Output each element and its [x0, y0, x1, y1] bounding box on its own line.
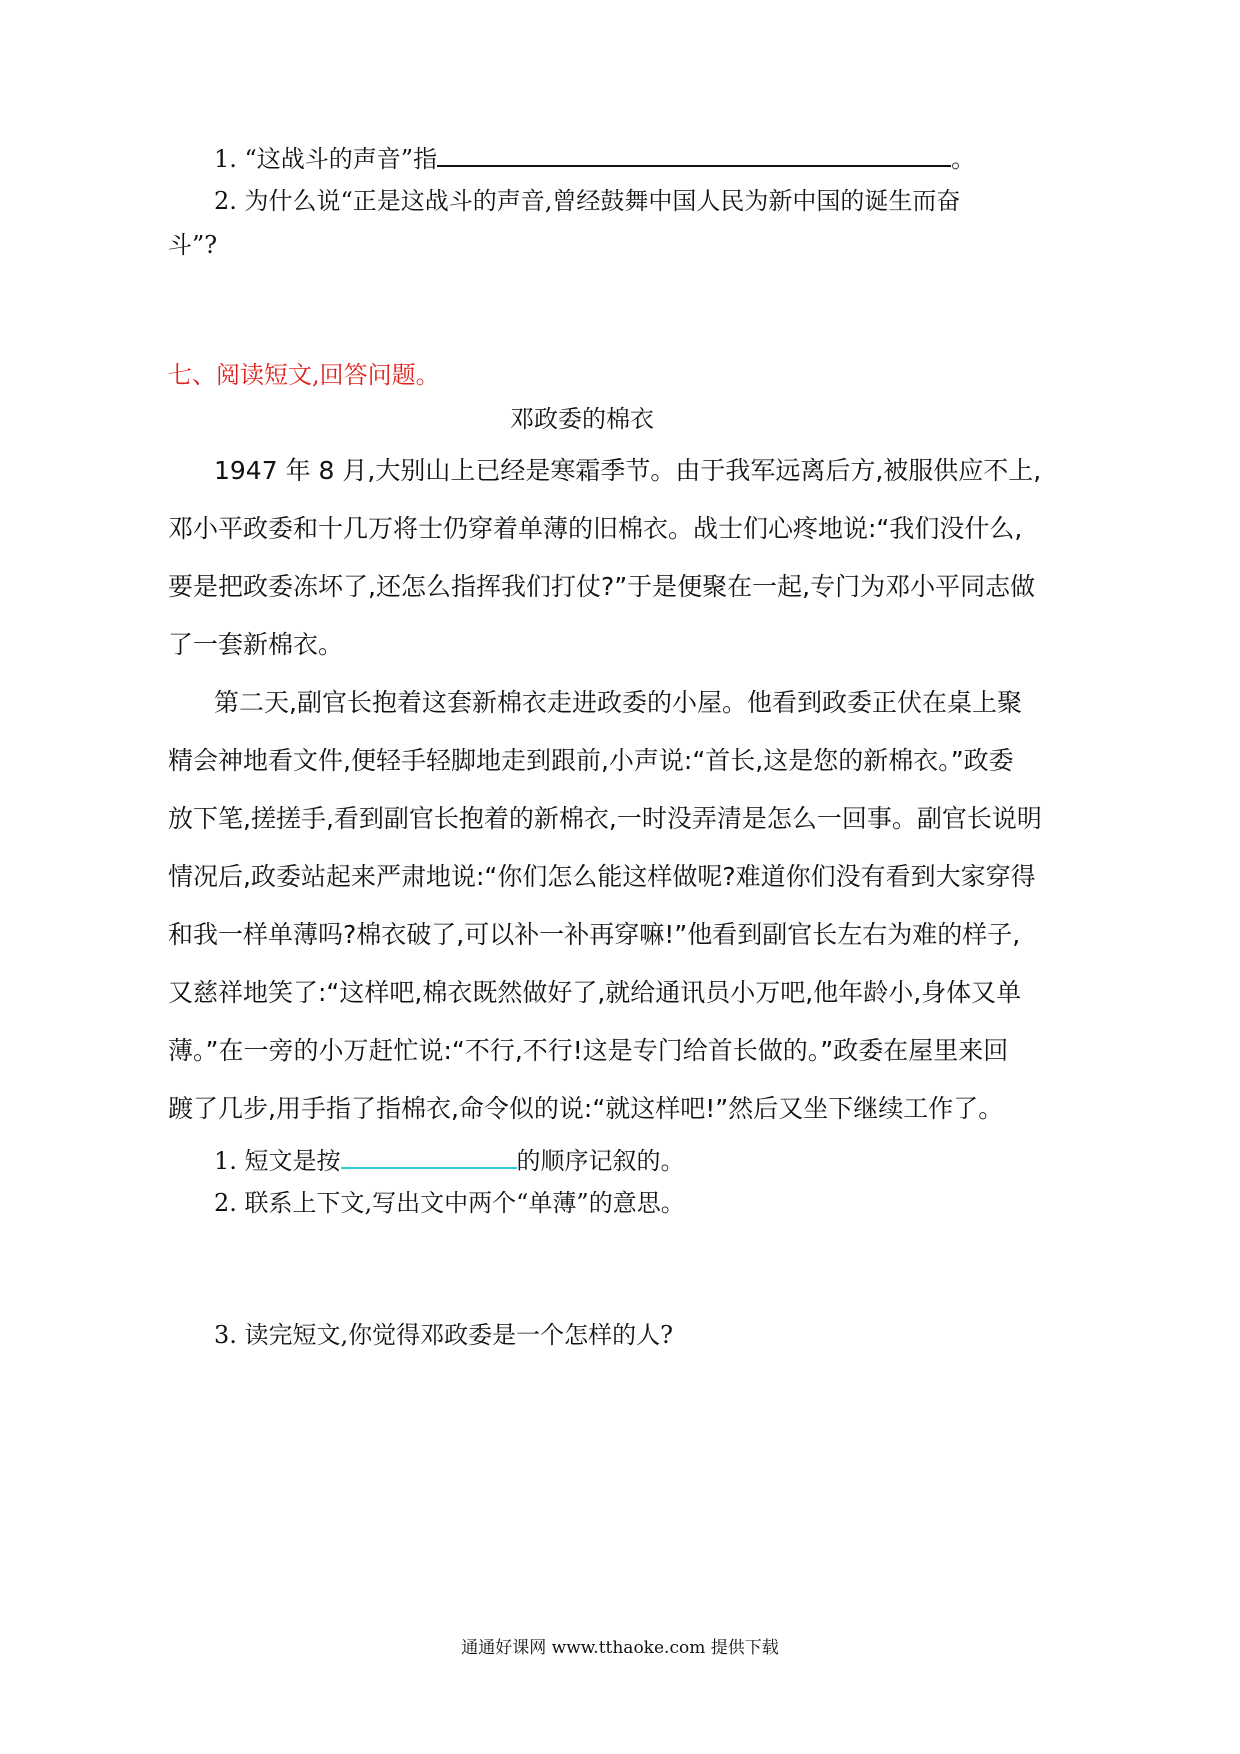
passage-line: 邓小平政委和十几万将士仍穿着单薄的旧棉衣。战士们心疼地说:“我们没什么, [168, 514, 1023, 543]
question-7-1-prefix: 1. 短文是按 [214, 1147, 341, 1175]
passage-line: 情况后,政委站起来严肃地说:“你们怎么能这样做呢?难道你们没有看到大家穿得 [168, 862, 1036, 891]
question-6-1-prefix: 1. “这战斗的声音”指 [214, 145, 438, 173]
passage-line: 踱了几步,用手指了指棉衣,命令似的说:“就这样吧!”然后又坐下继续工作了。 [168, 1094, 1004, 1123]
question-6-1-suffix: 。 [951, 145, 976, 173]
passage-line: 薄。”在一旁的小万赶忙说:“不行,不行!这是专门给首长做的。”政委在屋里来回 [168, 1036, 1009, 1065]
answer-blank-6-1[interactable] [437, 163, 951, 167]
passage-line: 放下笔,搓搓手,看到副官长抱着的新棉衣,一时没弄清是怎么一回事。副官长说明 [168, 804, 1042, 833]
passage-title: 邓政委的棉衣 [510, 405, 654, 433]
question-7-1 [214, 1144, 685, 1178]
passage-line: 精会神地看文件,便轻手轻脚地走到跟前,小声说:“首长,这是您的新棉衣。”政委 [168, 746, 1014, 775]
passage-line: 要是把政委冻坏了,还怎么指挥我们打仗?”于是便聚在一起,专门为邓小平同志做 [168, 572, 1036, 601]
passage-line: 1947 年 8 月,大别山上已经是寒霜季节。由于我军远离后方,被服供应不上, [214, 456, 1042, 485]
page-footer: 通通好课网 www.tthaoke.com 提供下载 [461, 1638, 779, 1658]
question-6-2-line2: 斗”? [168, 231, 218, 259]
question-6-2-line1: 2. 为什么说“正是这战斗的声音,曾经鼓舞中国人民为新中国的诞生而奋 [214, 187, 961, 215]
passage-line: 和我一样单薄吗?棉衣破了,可以补一补再穿嘛!”他看到副官长左右为难的样子, [168, 920, 1021, 949]
passage-line: 了一套新棉衣。 [168, 630, 344, 659]
question-7-2: 2. 联系上下文,写出文中两个“单薄”的意思。 [214, 1189, 685, 1217]
question-7-3: 3. 读完短文,你觉得邓政委是一个怎样的人? [214, 1321, 674, 1349]
question-7-1-suffix: 的顺序记叙的。 [516, 1147, 685, 1175]
answer-blank-7-1[interactable] [341, 1165, 517, 1169]
section-7-heading: 七、阅读短文,回答问题。 [168, 361, 440, 389]
passage-line: 又慈祥地笑了:“这样吧,棉衣既然做好了,就给通讯员小万吧,他年龄小,身体又单 [168, 978, 1022, 1007]
passage-line: 第二天,副官长抱着这套新棉衣走进政委的小屋。他看到政委正伏在桌上聚 [214, 688, 1022, 717]
question-6-1 [214, 142, 975, 176]
